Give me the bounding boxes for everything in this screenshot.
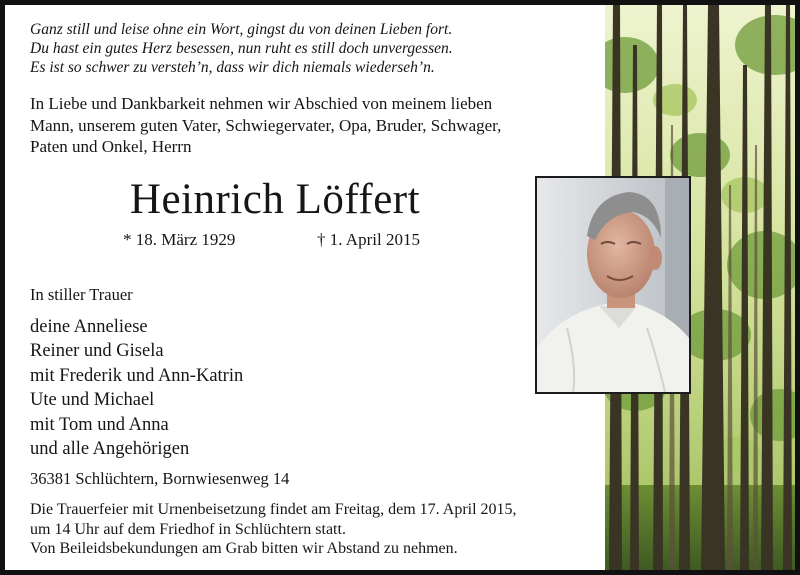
service-line: um 14 Uhr auf dem Friedhof in Schlüchtern statt. bbox=[30, 520, 346, 538]
poem-line: Du hast ein gutes Herz besessen, nun ruht es still doch unvergessen. bbox=[30, 40, 453, 57]
mourning-intro: In stiller Trauer bbox=[30, 285, 133, 304]
deceased-name: Heinrich Löffert bbox=[129, 176, 421, 223]
memorial-poem bbox=[30, 20, 453, 77]
farewell-intro bbox=[30, 93, 501, 158]
poem-line: Ganz still und leise ohne ein Wort, gingst du von deinen Lieben fort. bbox=[30, 21, 453, 38]
mourner-line: deine Anneliese bbox=[30, 317, 148, 337]
portrait-photo bbox=[535, 176, 691, 394]
intro-line: Mann, unserem guten Vater, Schwiegervater, Opa, Bruder, Schwager, bbox=[30, 115, 502, 135]
service-line: Von Beileidsbekundungen am Grab bitten wir Abstand zu nehmen. bbox=[30, 540, 458, 557]
mourner-line: mit Frederik und Ann-Katrin bbox=[30, 365, 244, 386]
intro-line: Paten und Onkel, Herrn bbox=[30, 137, 192, 156]
birth-date: * 18. März 1929 bbox=[123, 230, 236, 249]
mourner-line: Reiner und Gisela bbox=[30, 341, 164, 362]
mourner-line: Ute und Michael bbox=[30, 390, 155, 411]
poem-line: Es ist so schwer zu versteh’n, dass wir dich niemals wiederseh’n. bbox=[30, 59, 435, 76]
mourners-list bbox=[30, 315, 243, 461]
intro-line: In Liebe und Dankbarkeit nehmen wir Abschied von meinem lieben bbox=[30, 94, 493, 113]
mourner-line: und alle Angehörigen bbox=[30, 439, 190, 460]
death-date: † 1. April 2015 bbox=[317, 230, 420, 249]
family-address: 36381 Schlüchtern, Bornwiesenweg 14 bbox=[30, 469, 290, 488]
service-line: Die Trauerfeier mit Urnenbeisetzung findet am Freitag, dem 17. April 2015, bbox=[30, 501, 517, 518]
funeral-service-info bbox=[30, 500, 517, 559]
mourner-line: mit Tom und Anna bbox=[30, 414, 169, 435]
